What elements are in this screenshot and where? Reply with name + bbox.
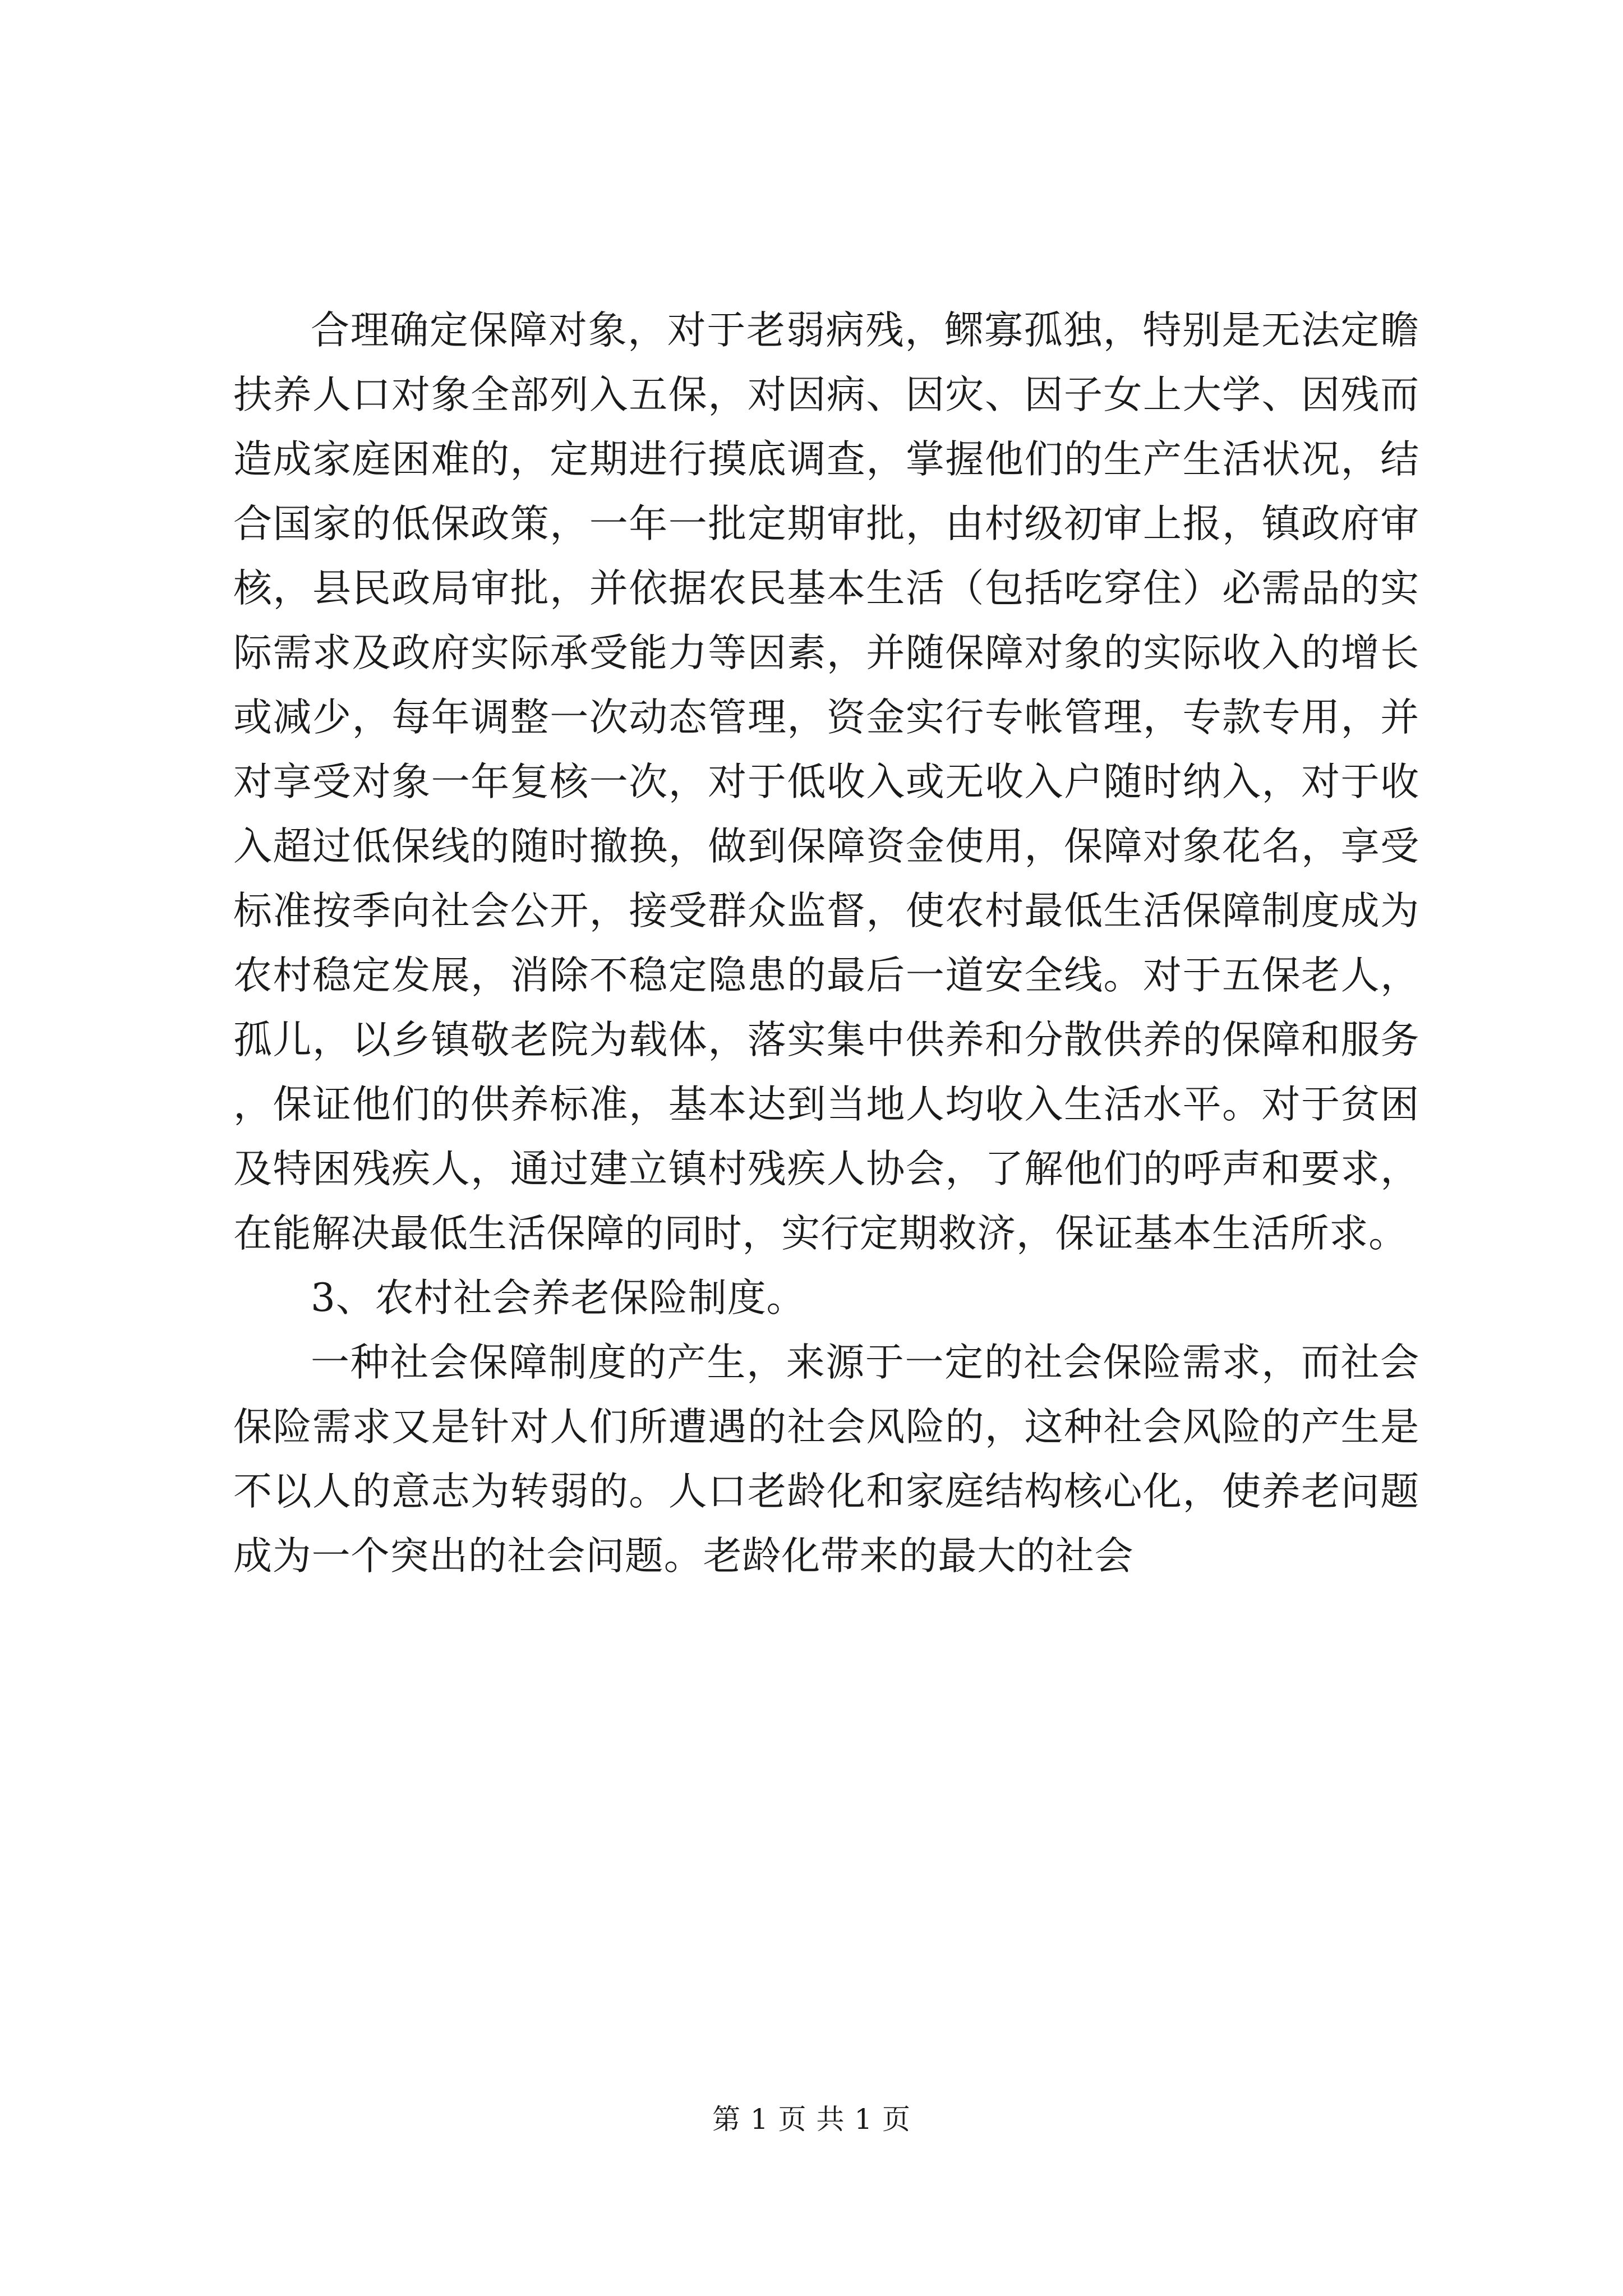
- page-footer: 第 1 页 共 1 页: [712, 2103, 911, 2136]
- paragraph-3: 一种社会保障制度的产生，来源于一定的社会保险需求，而社会保险需求又是针对人们所遭遇的社会风险的，这种社会风险的产生是不以人的意志为转弱的。人口老龄化和家庭结构核心化，使养老问题成为一个突出的社会问题。老龄化带来的最大的社会: [233, 1340, 1419, 1579]
- paragraph-1: 合理确定保障对象，对于老弱病残，鳏寡孤独，特别是无法定瞻扶养人口对象全部列入五保，对因病、因灾、因子女上大学、因残而造成家庭困难的，定期进行摸底调查，掌握他们的生产生活状况，结合国家的低保政策，一年一批定期审批，由村级初审上报，镇政府审核，县民政局审批，并依据农民基本生活（包括吃穿住）必需品的实际需求及政府实际承受能力等因素，并随保障对象的实际收入的增长或减少，每年调整一次动态管理，资金实行专帐管理，专款专用，并对享受对象一年复核一次，对于低收入或无收入户随时纳入，对于收入超过低保线的随时撤换，做到保障资金使用，保障对象花名，享受标准按季向社会公开，接受群众监督，使农村最低生活保障制度成为农村稳定发展，消除不稳定隐患的最后一道安全线。对于五保老人，孤儿，以乡镇敬老院为载体，落实集中供养和分散供养的保障和服务，保证他们的供养标准，基本达到当地人均收入生活水平。对于贫困及特困残疾人，通过建立镇村残疾人协会，了解他们的呼声和要求，在能解决最低生活保障的同时，实行定期救济，保证基本生活所求。: [233, 308, 1419, 1256]
- document-body: [233, 298, 1419, 1589]
- paragraph-2-heading: 3、农村社会养老保险制度。: [311, 1276, 806, 1320]
